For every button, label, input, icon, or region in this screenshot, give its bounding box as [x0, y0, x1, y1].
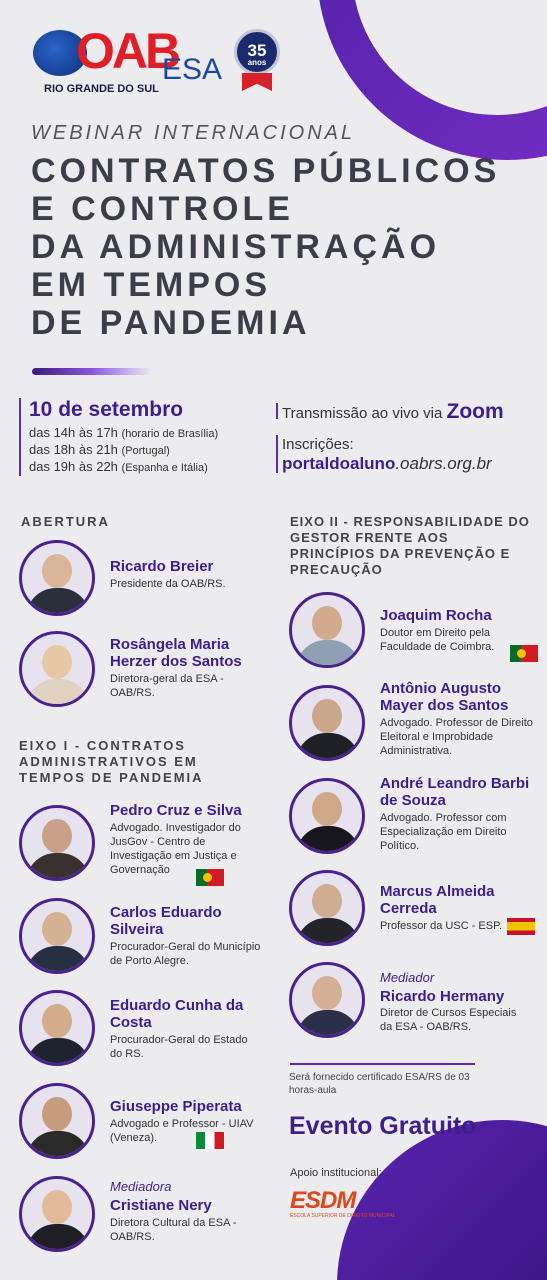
free-event-label: Evento Gratuito [289, 1112, 477, 1140]
spain-flag-icon [507, 918, 535, 935]
italy-flag-icon [196, 1132, 224, 1149]
oab-logo: OAB [76, 23, 179, 79]
speaker-role: Procurador-Geral do Estado do RS. [110, 1034, 248, 1060]
oab-logo-subtitle: RIO GRANDE DO SUL [44, 83, 159, 95]
speaker-photo-antonio [289, 685, 365, 761]
speaker-photo-eduardo [19, 990, 95, 1066]
speaker-name: Eduardo Cunha da Costa [110, 997, 244, 1031]
time-brasilia: das 14h às 17h (horario de Brasília) [29, 425, 219, 440]
ribbon-icon [242, 73, 272, 91]
support-label: Apoio institucional: [290, 1167, 382, 1179]
speaker-name: Ricardo Hermany [380, 988, 505, 1005]
esdm-logo: ESDM [290, 1187, 356, 1214]
portugal-flag-icon [510, 645, 538, 662]
portugal-flag-icon [196, 869, 224, 886]
time-espanha: das 19h às 22h (Espanha e Itália) [29, 459, 208, 474]
mediator-label: Mediador [380, 970, 435, 985]
speaker-name: Pedro Cruz e Silva [110, 802, 242, 819]
speaker-name: Antônio Augusto Mayer dos Santos [380, 680, 509, 714]
section-eixo2: EIXO II - RESPONSABILIDADE DO GESTOR FRENTE AOS PRINCÍPIOS DA PREVENÇÃO E PRECAUÇÃO [290, 514, 530, 577]
speaker-role: Doutor em Direito pela Faculdade de Coimbra. [380, 627, 495, 653]
event-kicker: WEBINAR INTERNACIONAL [31, 122, 356, 144]
speaker-role: Advogado e Professor - UIAV (Veneza). [110, 1118, 254, 1144]
speaker-photo-carlos [19, 898, 95, 974]
speaker-name: Cristiane Nery [110, 1197, 212, 1214]
speaker-photo-pedro [19, 805, 95, 881]
speaker-name: Joaquim Rocha [380, 607, 492, 624]
speaker-photo-marcus [289, 870, 365, 946]
speaker-name: Ricardo Breier [110, 558, 214, 575]
section-eixo1: EIXO I - CONTRATOS ADMINISTRATIVOS EM TEMPOS DE PANDEMIA [19, 738, 204, 785]
decorative-circle-bottom [337, 1120, 547, 1280]
time-portugal: das 18h às 21h (Portugal) [29, 442, 170, 457]
event-title: CONTRATOS PÚBLICOS E CONTROLE DA ADMINISTRAÇÃO EM TEMPOS DE PANDEMIA [31, 152, 501, 342]
anniversary-seal: 35 anos [234, 29, 280, 75]
esa-logo: ESA [162, 53, 223, 86]
speaker-role: Professor da USC - ESP. [380, 920, 503, 932]
speaker-photo-rosangela [19, 631, 95, 707]
certificate-note: Será fornecido certificado ESA/RS de 03 horas-aula [289, 1072, 470, 1096]
event-date: 10 de setembro [29, 398, 184, 421]
speaker-name: Rosângela Maria Herzer dos Santos [110, 636, 242, 670]
speaker-role: Diretor de Cursos Especiais da ESA - OAB/RS. [380, 1007, 517, 1033]
speaker-photo-hermany [289, 962, 365, 1038]
esdm-logo-subtitle: ESCOLA SUPERIOR DE DIREITO MUNICIPAL [290, 1213, 396, 1219]
speaker-role: Advogado. Professor de Direito Eleitoral e Improbidade Administrativa. [380, 717, 533, 757]
registration-label: Inscrições: [282, 436, 354, 453]
speaker-photo-breier [19, 540, 95, 616]
speaker-role: Advogado. Professor com Especialização em Direito Político. [380, 812, 507, 852]
speaker-photo-joaquim [289, 592, 365, 668]
speaker-name: Giuseppe Piperata [110, 1098, 242, 1115]
speaker-name: Carlos Eduardo Silveira [110, 904, 222, 938]
transmission-info: Transmissão ao vivo via Zoom [282, 400, 504, 423]
speaker-photo-cristiane [19, 1176, 95, 1252]
registration-link[interactable]: portaldoaluno.oabrs.org.br [282, 454, 492, 473]
speaker-name: Marcus Almeida Cerreda [380, 883, 495, 917]
speaker-name: André Leandro Barbi de Souza [380, 775, 530, 809]
mediator-label: Mediadora [110, 1179, 172, 1194]
speaker-photo-andre [289, 778, 365, 854]
speaker-role: Diretora-geral da ESA - OAB/RS. [110, 673, 224, 699]
speaker-role: Presidente da OAB/RS. [110, 578, 226, 590]
section-abertura: ABERTURA [21, 514, 110, 529]
speaker-role: Advogado. Investigador do JusGov - Centro de Investigação em Justiça e Governação [110, 822, 241, 876]
speaker-photo-giuseppe [19, 1083, 95, 1159]
speaker-role: Diretora Cultural da ESA - OAB/RS. [110, 1217, 237, 1243]
title-underline [32, 368, 152, 375]
speaker-role: Procurador-Geral do Município de Porto Alegre. [110, 941, 261, 967]
